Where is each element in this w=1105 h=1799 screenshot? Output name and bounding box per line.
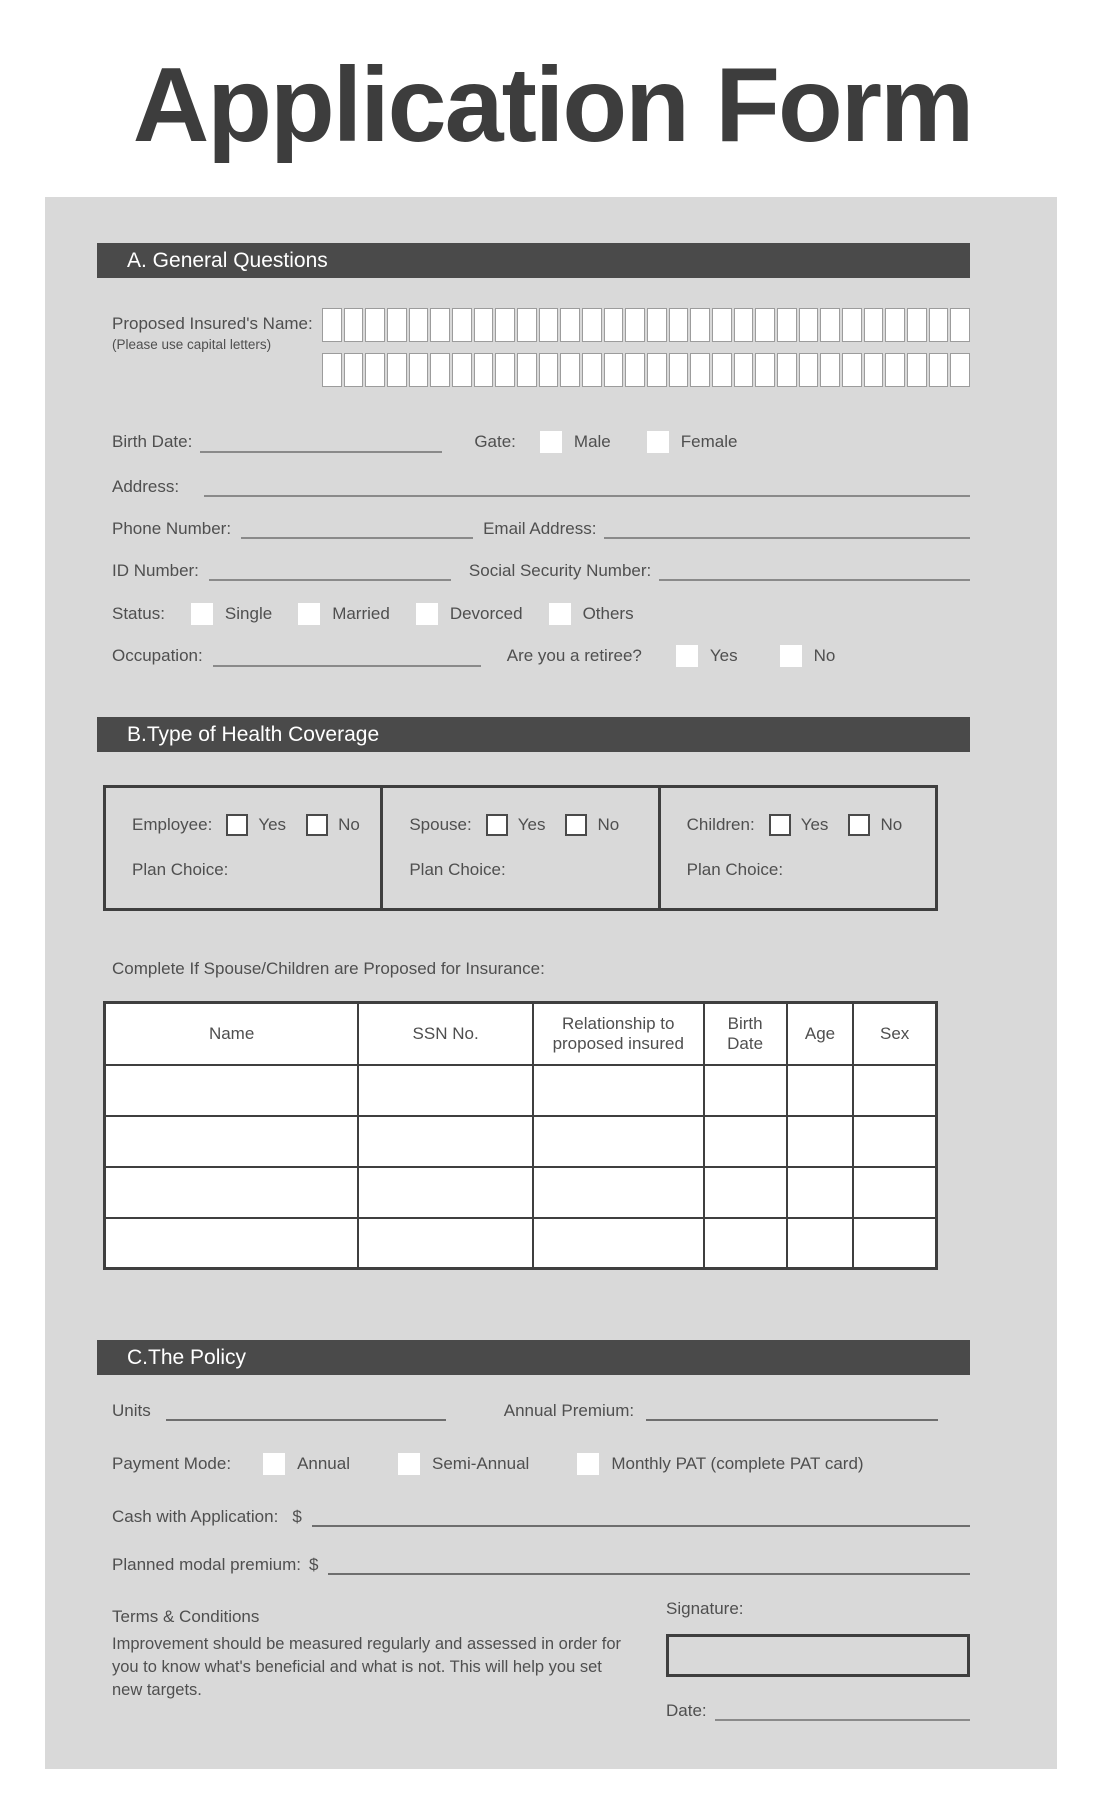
name-letter-box[interactable] — [365, 353, 385, 387]
units-premium-row — [97, 1401, 970, 1421]
name-letter-box[interactable] — [929, 353, 949, 387]
coverage-line-children — [687, 814, 935, 836]
name-letter-box[interactable] — [755, 308, 775, 342]
date-row — [666, 1701, 970, 1721]
table-cell[interactable] — [853, 1167, 936, 1218]
name-letter-box[interactable] — [582, 308, 602, 342]
id-ssn-row — [97, 561, 970, 581]
section-b-title: B.Type of Health Coverage — [127, 722, 380, 746]
name-letter-box[interactable] — [712, 353, 732, 387]
table-row — [105, 1218, 937, 1269]
name-letter-box[interactable] — [409, 308, 429, 342]
address-field[interactable] — [204, 477, 970, 497]
phone-email-row — [97, 519, 970, 539]
terms-title: Terms & Conditions — [112, 1607, 260, 1627]
status-single-option — [191, 603, 272, 625]
status-married-checkbox[interactable] — [298, 603, 320, 625]
table-cell[interactable] — [105, 1065, 359, 1116]
name-letter-box[interactable] — [690, 308, 710, 342]
table-header-name: Name — [105, 1003, 359, 1065]
status-devorced-option — [416, 603, 523, 625]
name-letter-box[interactable] — [539, 308, 559, 342]
name-letter-box[interactable] — [907, 308, 927, 342]
name-letter-box[interactable] — [907, 353, 927, 387]
name-letter-box[interactable] — [669, 353, 689, 387]
name-letter-box[interactable] — [777, 308, 797, 342]
table-cell[interactable] — [358, 1065, 533, 1116]
signature-box[interactable] — [666, 1634, 970, 1677]
name-letter-box[interactable] — [885, 308, 905, 342]
table-cell[interactable] — [704, 1167, 787, 1218]
retiree-label: Are you a retiree? — [506, 646, 642, 666]
payment-annual-checkbox[interactable] — [263, 1453, 285, 1475]
table-header-ssn-no: SSN No. — [358, 1003, 533, 1065]
name-letter-box[interactable] — [452, 353, 472, 387]
table-cell[interactable] — [358, 1167, 533, 1218]
employee-yes-option — [226, 814, 286, 836]
employee-no-option — [306, 814, 360, 836]
table-header-age: Age — [787, 1003, 854, 1065]
name-letter-box[interactable] — [625, 353, 645, 387]
name-letter-box[interactable] — [582, 353, 602, 387]
email-label: Email Address: — [483, 519, 597, 539]
name-letter-box[interactable] — [864, 353, 884, 387]
table-cell[interactable] — [704, 1116, 787, 1167]
table-cell[interactable] — [853, 1116, 936, 1167]
occupation-label: Occupation: — [112, 646, 203, 666]
children-no-checkbox[interactable] — [848, 814, 870, 836]
name-letter-box[interactable] — [387, 353, 407, 387]
ssn-field[interactable] — [659, 561, 970, 581]
payment-monthly-pat-complete-pat-card-label: Monthly PAT (complete PAT card) — [611, 1454, 864, 1474]
table-cell[interactable] — [704, 1065, 787, 1116]
birth-date-field[interactable] — [200, 433, 442, 453]
planned-premium-row — [97, 1555, 970, 1575]
name-letter-box[interactable] — [539, 353, 559, 387]
table-cell[interactable] — [533, 1116, 704, 1167]
payment-semi-annual-checkbox[interactable] — [398, 1453, 420, 1475]
spouse-label: Spouse: — [409, 815, 472, 835]
children-yes-checkbox[interactable] — [769, 814, 791, 836]
units-field[interactable] — [166, 1401, 446, 1421]
insured-name-block — [97, 308, 970, 387]
table-header-birth-date: Birth Date — [704, 1003, 787, 1065]
section-c-title: C.The Policy — [127, 1345, 247, 1369]
spouse-plan-choice-label: Plan Choice: — [409, 860, 506, 880]
table-cell[interactable] — [787, 1065, 854, 1116]
occupation-field[interactable] — [213, 647, 481, 667]
name-letter-box[interactable] — [430, 353, 450, 387]
name-letter-box[interactable] — [690, 353, 710, 387]
table-cell[interactable] — [105, 1116, 359, 1167]
name-letter-box[interactable] — [950, 353, 970, 387]
name-letter-box[interactable] — [322, 308, 342, 342]
status-row — [97, 603, 970, 625]
status-others-label: Others — [582, 604, 634, 624]
table-cell[interactable] — [853, 1218, 936, 1269]
status-label: Status: — [112, 604, 165, 624]
table-cell[interactable] — [358, 1218, 533, 1269]
name-letter-box[interactable] — [669, 308, 689, 342]
payment-mode-options — [263, 1453, 864, 1475]
name-letter-box[interactable] — [495, 308, 515, 342]
payment-monthly-pat-complete-pat-card-checkbox[interactable] — [577, 1453, 599, 1475]
employee-no-label: No — [338, 815, 360, 835]
section-a-title: A. General Questions — [127, 248, 328, 272]
status-married-label: Married — [332, 604, 390, 624]
ssn-label: Social Security Number: — [468, 561, 652, 581]
terms-signature-block — [97, 1599, 970, 1721]
name-letter-box[interactable] — [474, 308, 494, 342]
occupation-row — [97, 645, 970, 667]
table-cell[interactable] — [787, 1218, 854, 1269]
insured-name-label: Proposed Insured's Name: — [112, 314, 313, 334]
name-letter-box[interactable] — [842, 353, 862, 387]
gate-label: Gate: — [474, 432, 516, 452]
name-letter-box[interactable] — [604, 353, 624, 387]
payment-annual-option — [263, 1453, 350, 1475]
name-letter-box[interactable] — [712, 308, 732, 342]
terms-body: Improvement should be measured regularly and assessed in order for you to know what's beneficial and what is not. This will help you set new targets. — [112, 1635, 622, 1700]
employee-yes-label: Yes — [258, 815, 287, 835]
date-field[interactable] — [715, 1701, 970, 1721]
name-letter-box[interactable] — [517, 353, 537, 387]
status-others-option — [549, 603, 634, 625]
gate-female-checkbox[interactable] — [647, 431, 669, 453]
name-letter-box[interactable] — [625, 308, 645, 342]
planned-premium-label: Planned modal premium: — [112, 1555, 301, 1575]
coverage-line-spouse — [409, 814, 657, 836]
name-letter-box[interactable] — [799, 308, 819, 342]
section-c-header — [97, 1340, 970, 1375]
children-yes-label: Yes — [800, 815, 829, 835]
table-header-relationship-to-proposed-insured: Relationship to proposed insured — [533, 1003, 704, 1065]
payment-monthly-pat-complete-pat-card-option — [577, 1453, 863, 1475]
table-cell[interactable] — [358, 1116, 533, 1167]
name-letter-box[interactable] — [885, 353, 905, 387]
table-cell[interactable] — [704, 1218, 787, 1269]
table-cell[interactable] — [853, 1065, 936, 1116]
name-letter-box[interactable] — [560, 353, 580, 387]
name-letter-box[interactable] — [409, 353, 429, 387]
cash-field[interactable] — [312, 1507, 970, 1527]
gate-male-label: Male — [573, 432, 611, 452]
section-b-header — [97, 717, 970, 752]
table-cell[interactable] — [105, 1218, 359, 1269]
email-field[interactable] — [604, 519, 970, 539]
name-letter-box[interactable] — [604, 308, 624, 342]
status-single-checkbox[interactable] — [191, 603, 213, 625]
status-single-label: Single — [224, 604, 273, 624]
coverage-cell-children — [658, 788, 935, 908]
id-number-label: ID Number: — [112, 561, 199, 581]
status-options — [191, 603, 634, 625]
terms-column — [112, 1607, 624, 1721]
name-letter-box[interactable] — [820, 308, 840, 342]
phone-label: Phone Number: — [112, 519, 232, 539]
payment-mode-label: Payment Mode: — [112, 1454, 232, 1474]
name-letter-row-2 — [322, 353, 970, 387]
table-cell[interactable] — [787, 1116, 854, 1167]
name-letter-box[interactable] — [560, 308, 580, 342]
spouse-no-option — [565, 814, 619, 836]
children-no-option — [848, 814, 902, 836]
status-married-option — [298, 603, 390, 625]
employee-no-checkbox[interactable] — [306, 814, 328, 836]
payment-semi-annual-label: Semi-Annual — [432, 1454, 530, 1474]
coverage-box — [103, 785, 938, 911]
coverage-cell-employee — [106, 788, 380, 908]
table-header-sex: Sex — [853, 1003, 936, 1065]
spouse-yes-option — [486, 814, 546, 836]
name-letter-box[interactable] — [799, 353, 819, 387]
date-label: Date: — [666, 1701, 707, 1721]
planned-premium-field[interactable] — [328, 1555, 970, 1575]
name-letter-box[interactable] — [430, 308, 450, 342]
name-letter-box[interactable] — [929, 308, 949, 342]
birth-date-label: Birth Date: — [112, 432, 193, 452]
retiree-yes-label: Yes — [709, 646, 738, 666]
form-panel — [45, 197, 1057, 1769]
annual-premium-label: Annual Premium: — [503, 1401, 635, 1421]
children-label: Children: — [686, 815, 755, 835]
name-letter-box[interactable] — [647, 353, 667, 387]
employee-label: Employee: — [132, 815, 213, 835]
payment-annual-label: Annual — [297, 1454, 350, 1474]
annual-premium-field[interactable] — [646, 1401, 938, 1421]
table-cell[interactable] — [105, 1167, 359, 1218]
gate-male-checkbox[interactable] — [540, 431, 562, 453]
table-cell[interactable] — [533, 1218, 704, 1269]
dependents-table — [103, 1001, 938, 1270]
retiree-yes-checkbox[interactable] — [676, 645, 698, 667]
cash-row — [97, 1507, 970, 1527]
name-letter-box[interactable] — [842, 308, 862, 342]
address-label: Address: — [112, 477, 180, 497]
name-letter-box[interactable] — [647, 308, 667, 342]
name-letter-box[interactable] — [474, 353, 494, 387]
gate-female-label: Female — [680, 432, 738, 452]
name-letter-box[interactable] — [517, 308, 537, 342]
name-letter-row-1 — [322, 308, 970, 342]
name-letter-box[interactable] — [365, 308, 385, 342]
children-plan-choice-label: Plan Choice: — [686, 860, 784, 880]
employee-yes-checkbox[interactable] — [226, 814, 248, 836]
children-yes-option — [769, 814, 829, 836]
address-row — [97, 477, 970, 497]
status-devorced-label: Devorced — [449, 604, 523, 624]
spouse-yes-checkbox[interactable] — [486, 814, 508, 836]
id-number-field[interactable] — [209, 561, 451, 581]
payment-semi-annual-option — [398, 1453, 529, 1475]
employee-plan-choice-label: Plan Choice: — [132, 860, 229, 880]
signature-label: Signature: — [666, 1599, 744, 1619]
spouse-no-label: No — [597, 815, 620, 835]
planned-premium-currency: $ — [308, 1555, 319, 1575]
birth-date-row — [97, 431, 970, 453]
section-a-header — [97, 243, 970, 278]
name-letter-box[interactable] — [734, 308, 754, 342]
table-header-row — [105, 1003, 937, 1065]
insured-name-sublabel: (Please use capital letters) — [112, 337, 272, 353]
status-devorced-checkbox[interactable] — [416, 603, 438, 625]
table-cell[interactable] — [787, 1167, 854, 1218]
name-letter-box[interactable] — [344, 353, 364, 387]
payment-mode-row — [97, 1453, 970, 1475]
name-letter-box[interactable] — [495, 353, 515, 387]
table-row — [105, 1167, 937, 1218]
page-title: Application Form — [132, 46, 973, 164]
name-letter-box[interactable] — [344, 308, 364, 342]
name-letter-box[interactable] — [777, 353, 797, 387]
name-letter-box[interactable] — [950, 308, 970, 342]
name-letter-box[interactable] — [820, 353, 840, 387]
table-cell[interactable] — [533, 1065, 704, 1116]
name-letter-box[interactable] — [734, 353, 754, 387]
name-letter-box[interactable] — [452, 308, 472, 342]
status-others-checkbox[interactable] — [549, 603, 571, 625]
name-letter-box[interactable] — [387, 308, 407, 342]
table-cell[interactable] — [533, 1167, 704, 1218]
spouse-no-checkbox[interactable] — [565, 814, 587, 836]
cash-label: Cash with Application: — [112, 1507, 279, 1527]
units-label: Units — [112, 1401, 151, 1421]
phone-field[interactable] — [241, 519, 473, 539]
retiree-no-label: No — [813, 646, 836, 666]
name-letter-box[interactable] — [322, 353, 342, 387]
children-no-label: No — [880, 815, 903, 835]
spouse-yes-label: Yes — [517, 815, 546, 835]
name-letter-box[interactable] — [755, 353, 775, 387]
cash-currency: $ — [292, 1507, 302, 1527]
coverage-cell-spouse — [380, 788, 657, 908]
name-letter-box[interactable] — [864, 308, 884, 342]
signature-column — [624, 1599, 970, 1721]
table-row — [105, 1116, 937, 1167]
table-row — [105, 1065, 937, 1116]
table-intro: Complete If Spouse/Children are Proposed for Insurance: — [112, 959, 545, 979]
coverage-line-employee — [132, 814, 380, 836]
retiree-no-checkbox[interactable] — [780, 645, 802, 667]
